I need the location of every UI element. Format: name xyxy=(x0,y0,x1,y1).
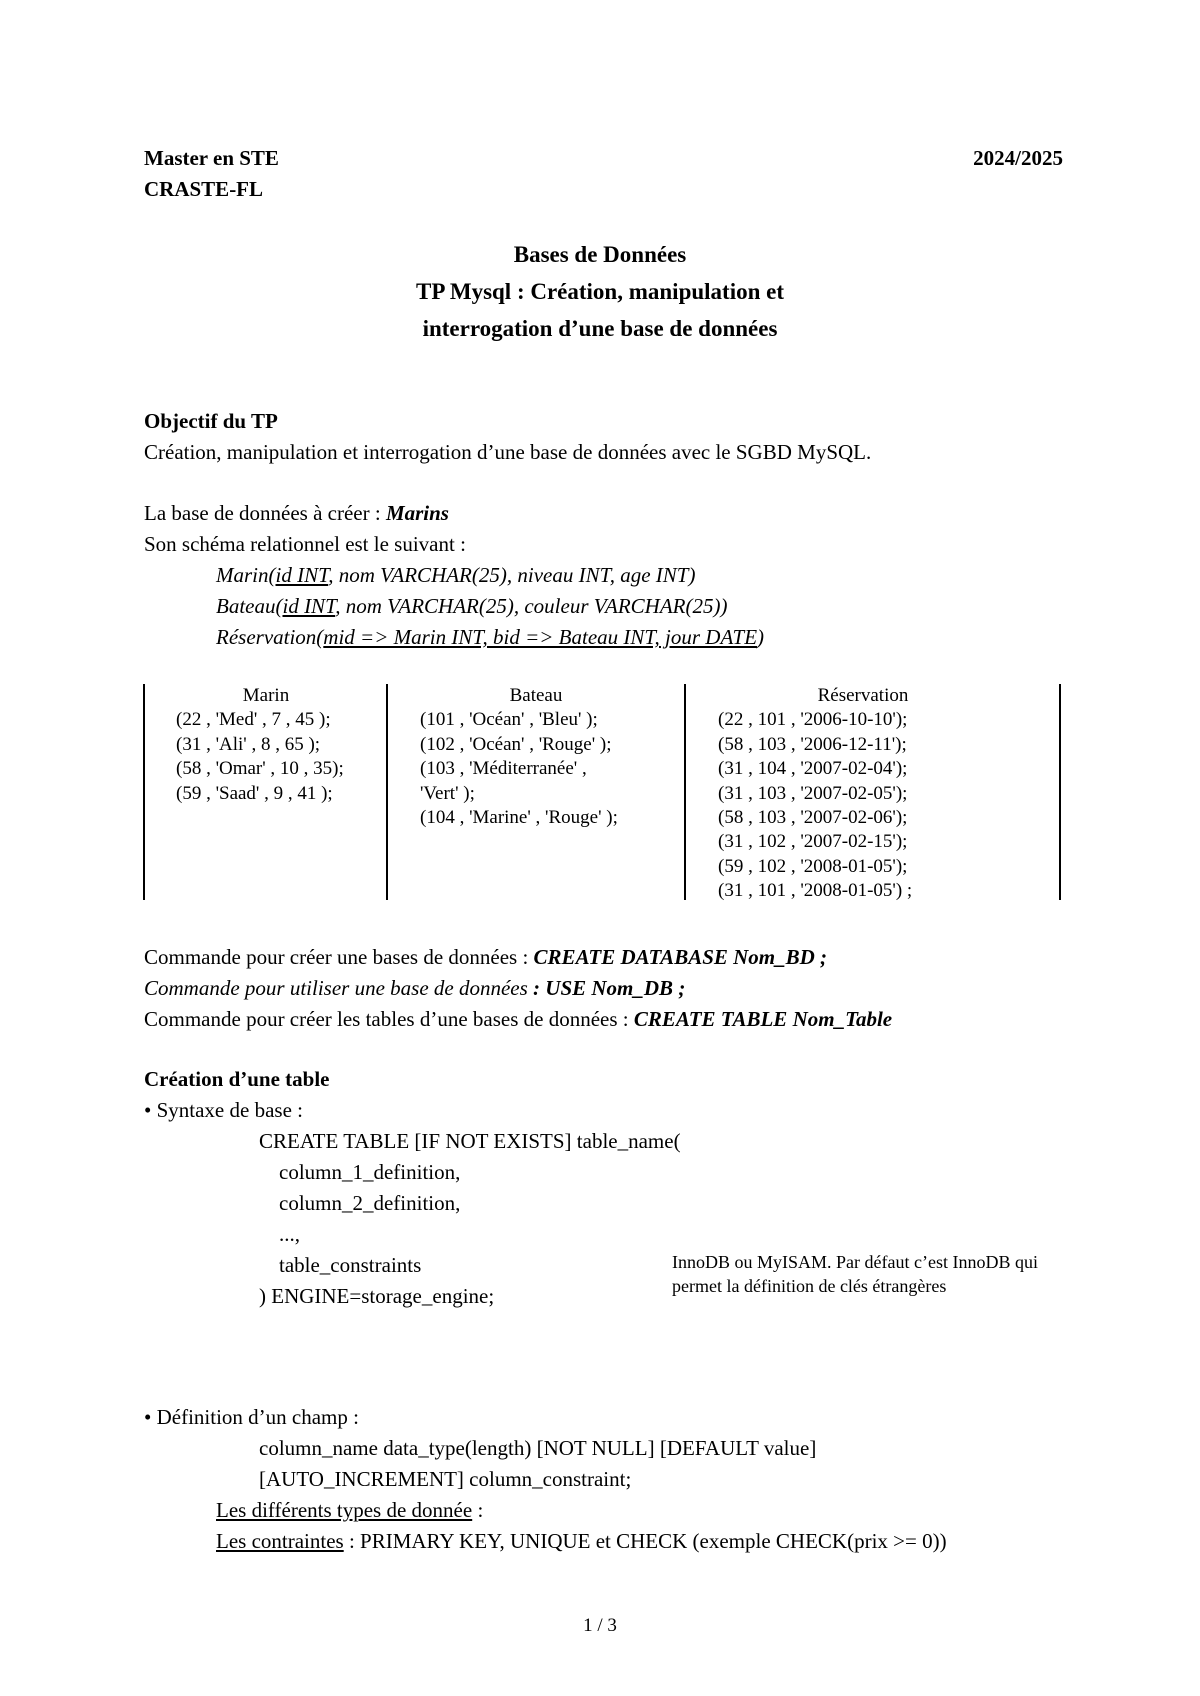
data-types-label: Les différents types de donnée xyxy=(216,1498,473,1522)
command-code: : USE Nom_DB ; xyxy=(533,976,686,1000)
schema-rest: ) xyxy=(757,625,765,649)
engine-note-line: permet la définition de clés étrangères xyxy=(672,1276,947,1296)
syntax-line: table_constraints xyxy=(279,1253,422,1277)
schema-key: id INT xyxy=(282,594,336,618)
syntax-line: column_1_definition, xyxy=(279,1160,461,1184)
bateau-header: Bateau xyxy=(509,685,563,706)
bateau-row: 'Vert' ); xyxy=(420,782,475,804)
marin-row: (31 , 'Ali' , 8 , 65 ); xyxy=(176,733,321,755)
syntax-line: column_2_definition, xyxy=(279,1191,461,1215)
database-intro-label: La base de données à créer : xyxy=(144,501,386,525)
command-label: Commande pour créer une bases de données : xyxy=(144,945,534,969)
reservation-column xyxy=(718,684,1058,904)
command-label: Commande pour utiliser une base de données xyxy=(144,976,534,1000)
field-def-label: • Définition d’un champ : xyxy=(144,1405,359,1429)
constraints-label: Les contraintes xyxy=(216,1529,344,1553)
objective-text: Création, manipulation et interrogation d’une base de données avec le SGBD MySQL. xyxy=(144,440,872,464)
table-divider xyxy=(143,684,145,900)
title-line-2: TP Mysql : Création, manipulation et xyxy=(415,279,784,304)
table-divider xyxy=(1059,684,1061,900)
reservation-row: (58 , 103 , '2007-02-06'); xyxy=(718,807,908,829)
command-create-database xyxy=(144,945,827,970)
schema-prefix: Réservation( xyxy=(216,625,324,649)
reservation-row: (31 , 102 , '2007-02-15'); xyxy=(718,831,908,853)
bateau-row: (101 , 'Océan' , 'Bleu' ); xyxy=(420,709,598,731)
table-divider xyxy=(684,684,686,900)
schema-rest: , nom VARCHAR(25), niveau INT, age INT) xyxy=(328,563,696,587)
bateau-row: (104 , 'Marine' , 'Rouge' ); xyxy=(420,807,618,829)
reservation-row: (31 , 104 , '2007-02-04'); xyxy=(718,758,908,780)
field-def-line-1: column_name data_type(length) [NOT NULL] [DEFAULT value] xyxy=(259,1436,817,1460)
data-types-suffix: : xyxy=(472,1498,484,1522)
program-label: Master en STE xyxy=(144,146,279,170)
bateau-column xyxy=(420,684,684,830)
syntax-label: • Syntaxe de base : xyxy=(144,1098,303,1122)
engine-note-line: InnoDB ou MyISAM. Par défaut c’est InnoDB qui xyxy=(672,1252,1038,1272)
schema-key: mid => Marin INT, bid => Bateau INT, jour DATE xyxy=(323,625,758,649)
reservation-row: (31 , 101 , '2008-01-05') ; xyxy=(718,880,913,902)
field-def-line-2: [AUTO_INCREMENT] column_constraint; xyxy=(259,1467,632,1491)
schema-prefix: Bateau( xyxy=(216,594,283,618)
page-number: 1 / 3 xyxy=(583,1615,617,1636)
bateau-row: (102 , 'Océan' , 'Rouge' ); xyxy=(420,733,612,755)
title-line-3: interrogation d’une base de données xyxy=(422,316,778,341)
reservation-row: (59 , 102 , '2008-01-05'); xyxy=(718,855,908,877)
schema-key: id INT xyxy=(275,563,329,587)
marin-row: (22 , 'Med' , 7 , 45 ); xyxy=(176,709,331,731)
schema-rest: , nom VARCHAR(25), couleur VARCHAR(25)) xyxy=(335,594,728,618)
constraints-line xyxy=(216,1529,947,1554)
title-line-1: Bases de Données xyxy=(513,242,687,267)
objective-heading: Objectif du TP xyxy=(144,409,278,433)
syntax-line: CREATE TABLE [IF NOT EXISTS] table_name( xyxy=(259,1129,681,1153)
engine-note xyxy=(672,1250,1038,1298)
command-create-table xyxy=(144,1007,892,1032)
schema-reservation xyxy=(216,625,764,650)
command-label: Commande pour créer les tables d’une bases de données : xyxy=(144,1007,634,1031)
marin-column xyxy=(176,684,386,806)
marin-row: (59 , 'Saad' , 9 , 41 ); xyxy=(176,782,333,804)
creation-heading: Création d’une table xyxy=(144,1067,330,1091)
marin-header: Marin xyxy=(242,685,290,706)
constraints-text: : PRIMARY KEY, UNIQUE et CHECK (exemple CHECK(prix >= 0)) xyxy=(343,1529,947,1553)
marin-row: (58 , 'Omar' , 10 , 35); xyxy=(176,758,344,780)
database-name: Marins xyxy=(385,501,449,525)
institute-label: CRASTE-FL xyxy=(144,177,264,201)
database-intro xyxy=(144,501,449,526)
table-divider xyxy=(386,684,388,900)
reservation-row: (58 , 103 , '2006-12-11'); xyxy=(718,733,907,755)
academic-year: 2024/2025 xyxy=(973,146,1063,170)
reservation-row: (22 , 101 , '2006-10-10'); xyxy=(718,709,908,731)
command-use-database xyxy=(144,976,685,1001)
reservation-row: (31 , 103 , '2007-02-05'); xyxy=(718,782,908,804)
syntax-line: ) ENGINE=storage_engine; xyxy=(259,1284,495,1308)
schema-marin xyxy=(216,563,695,588)
command-code: CREATE DATABASE Nom_BD ; xyxy=(533,945,828,969)
reservation-header: Réservation xyxy=(817,685,909,706)
command-code: CREATE TABLE Nom_Table xyxy=(633,1007,893,1031)
schema-bateau xyxy=(216,594,728,619)
syntax-line: ..., xyxy=(279,1222,300,1246)
schema-prefix: Marin( xyxy=(216,563,276,587)
bateau-row: (103 , 'Méditerranée' , xyxy=(420,758,587,780)
data-types-line xyxy=(216,1498,483,1523)
schema-intro: Son schéma relationnel est le suivant : xyxy=(144,532,466,556)
